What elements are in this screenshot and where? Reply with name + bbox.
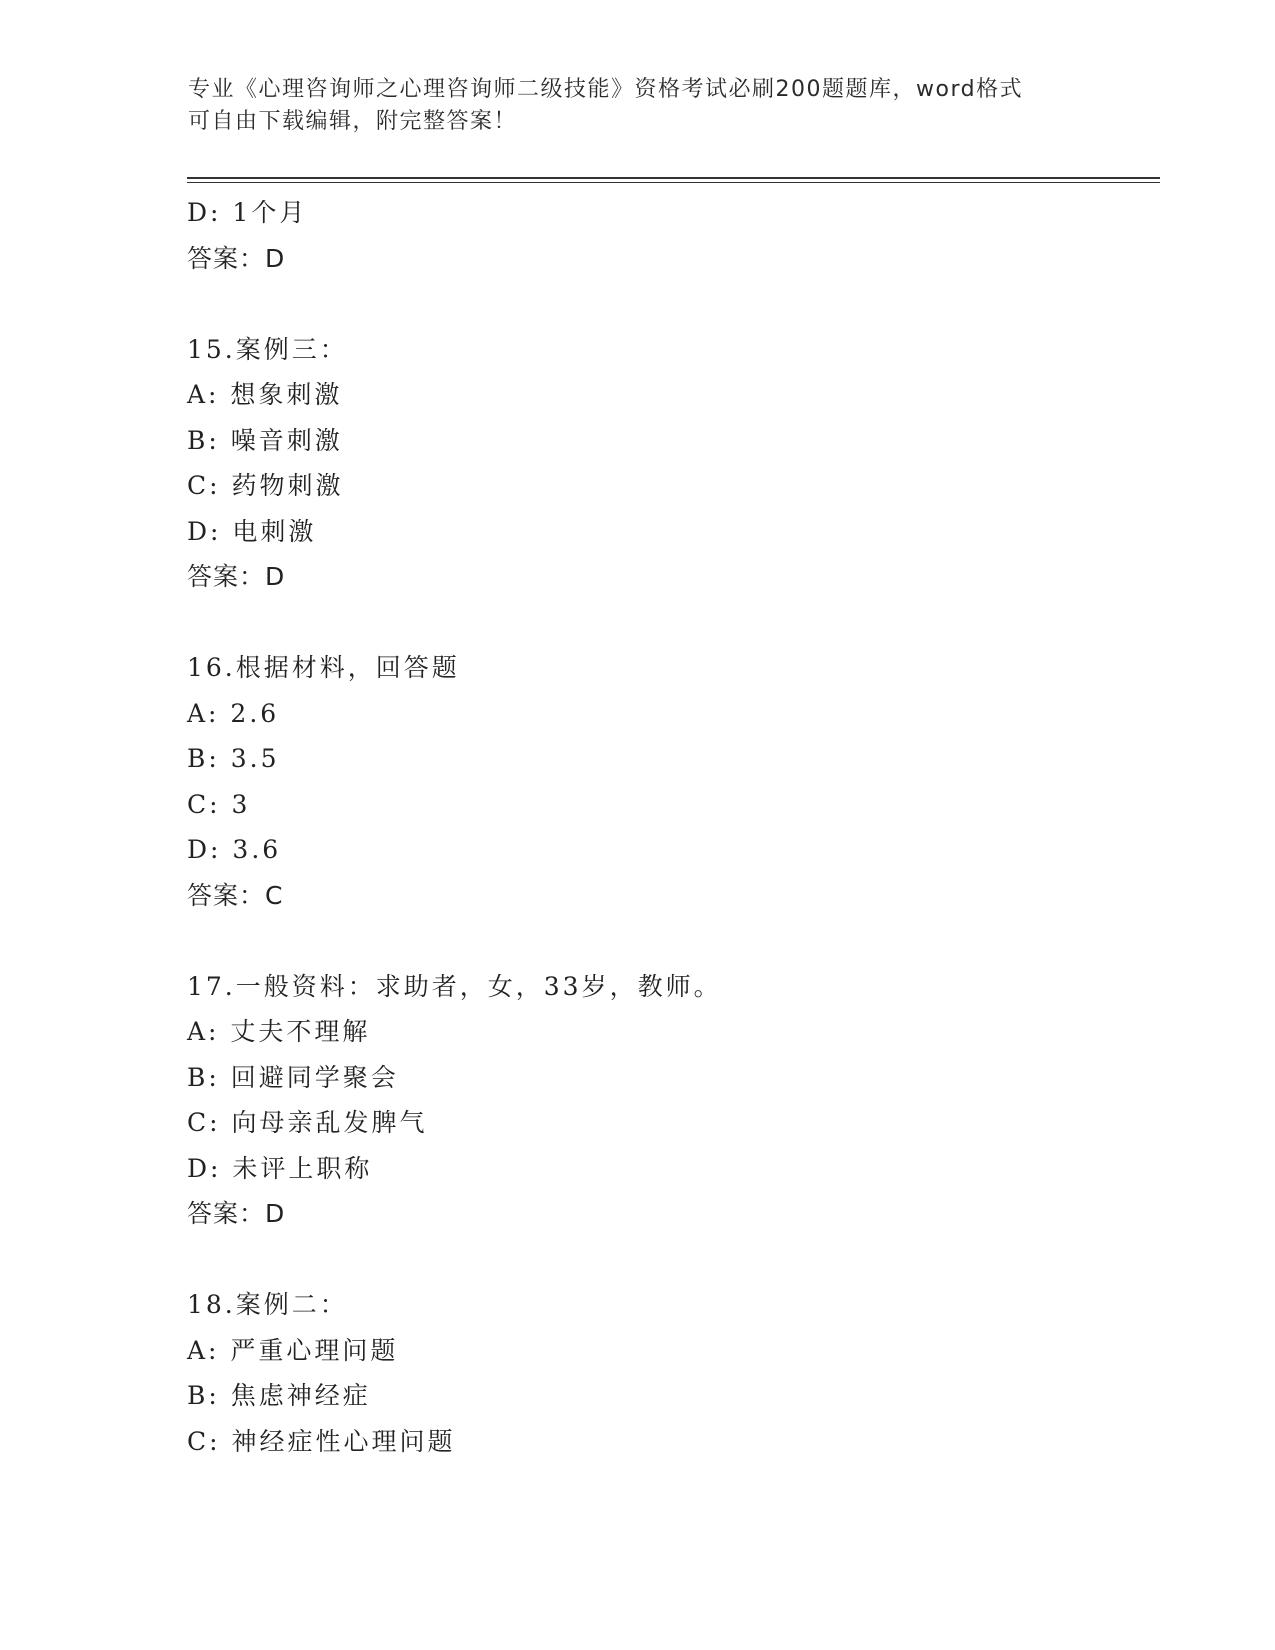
option-a: A: 严重心理问题: [187, 1335, 399, 1365]
answer-line: 答案：D: [187, 1199, 286, 1228]
answer-line: 答案：C: [187, 880, 284, 910]
page-header: [188, 74, 1088, 138]
question-16: [187, 645, 1147, 918]
question-17: [187, 964, 1147, 1237]
option-b: B: 噪音刺激: [187, 425, 343, 455]
option-b: B: 回避同学聚会: [187, 1062, 399, 1092]
spacer: [187, 918, 1147, 964]
answer-line: 答案：D: [187, 562, 286, 591]
answer-line: 答案：D: [187, 243, 286, 273]
option-d: D: 电刺激: [187, 516, 317, 546]
spacer: [187, 600, 1147, 646]
question-title: 15.案例三：: [187, 334, 348, 364]
header-subtitle-line: 可自由下载编辑，附完整答案！: [188, 109, 518, 134]
option-d: D: 未评上职称: [187, 1153, 373, 1183]
document-body: [187, 190, 1147, 1464]
option-c: C: 神经症性心理问题: [187, 1426, 456, 1456]
question-title: 18.案例二：: [187, 1290, 348, 1319]
option-c: C: 药物刺激: [187, 471, 344, 500]
header-divider: [187, 177, 1160, 183]
option-b: B: 3.5: [187, 744, 280, 773]
spacer: [187, 281, 1147, 327]
option-d: D: 3.6: [187, 835, 282, 864]
question-title: 17.一般资料：求助者，女，33岁，教师。: [187, 971, 722, 1001]
question-18: [187, 1282, 1147, 1464]
option-a: A: 2.6: [187, 698, 280, 728]
header-title-line: 专业《心理咨询师之心理咨询师二级技能》资格考试必刷200题题库，word格式: [188, 77, 1024, 102]
option-d: D: 1个月: [187, 198, 308, 227]
question-title: 16.根据材料，回答题: [187, 653, 460, 682]
option-a: A: 丈夫不理解: [187, 1017, 371, 1046]
option-c: C: 3: [187, 789, 251, 819]
question-15: [187, 327, 1147, 600]
option-a: A: 想象刺激: [187, 380, 343, 409]
option-c: C: 向母亲乱发脾气: [187, 1108, 428, 1137]
spacer: [187, 1237, 1147, 1283]
option-b: B: 焦虑神经症: [187, 1381, 371, 1410]
